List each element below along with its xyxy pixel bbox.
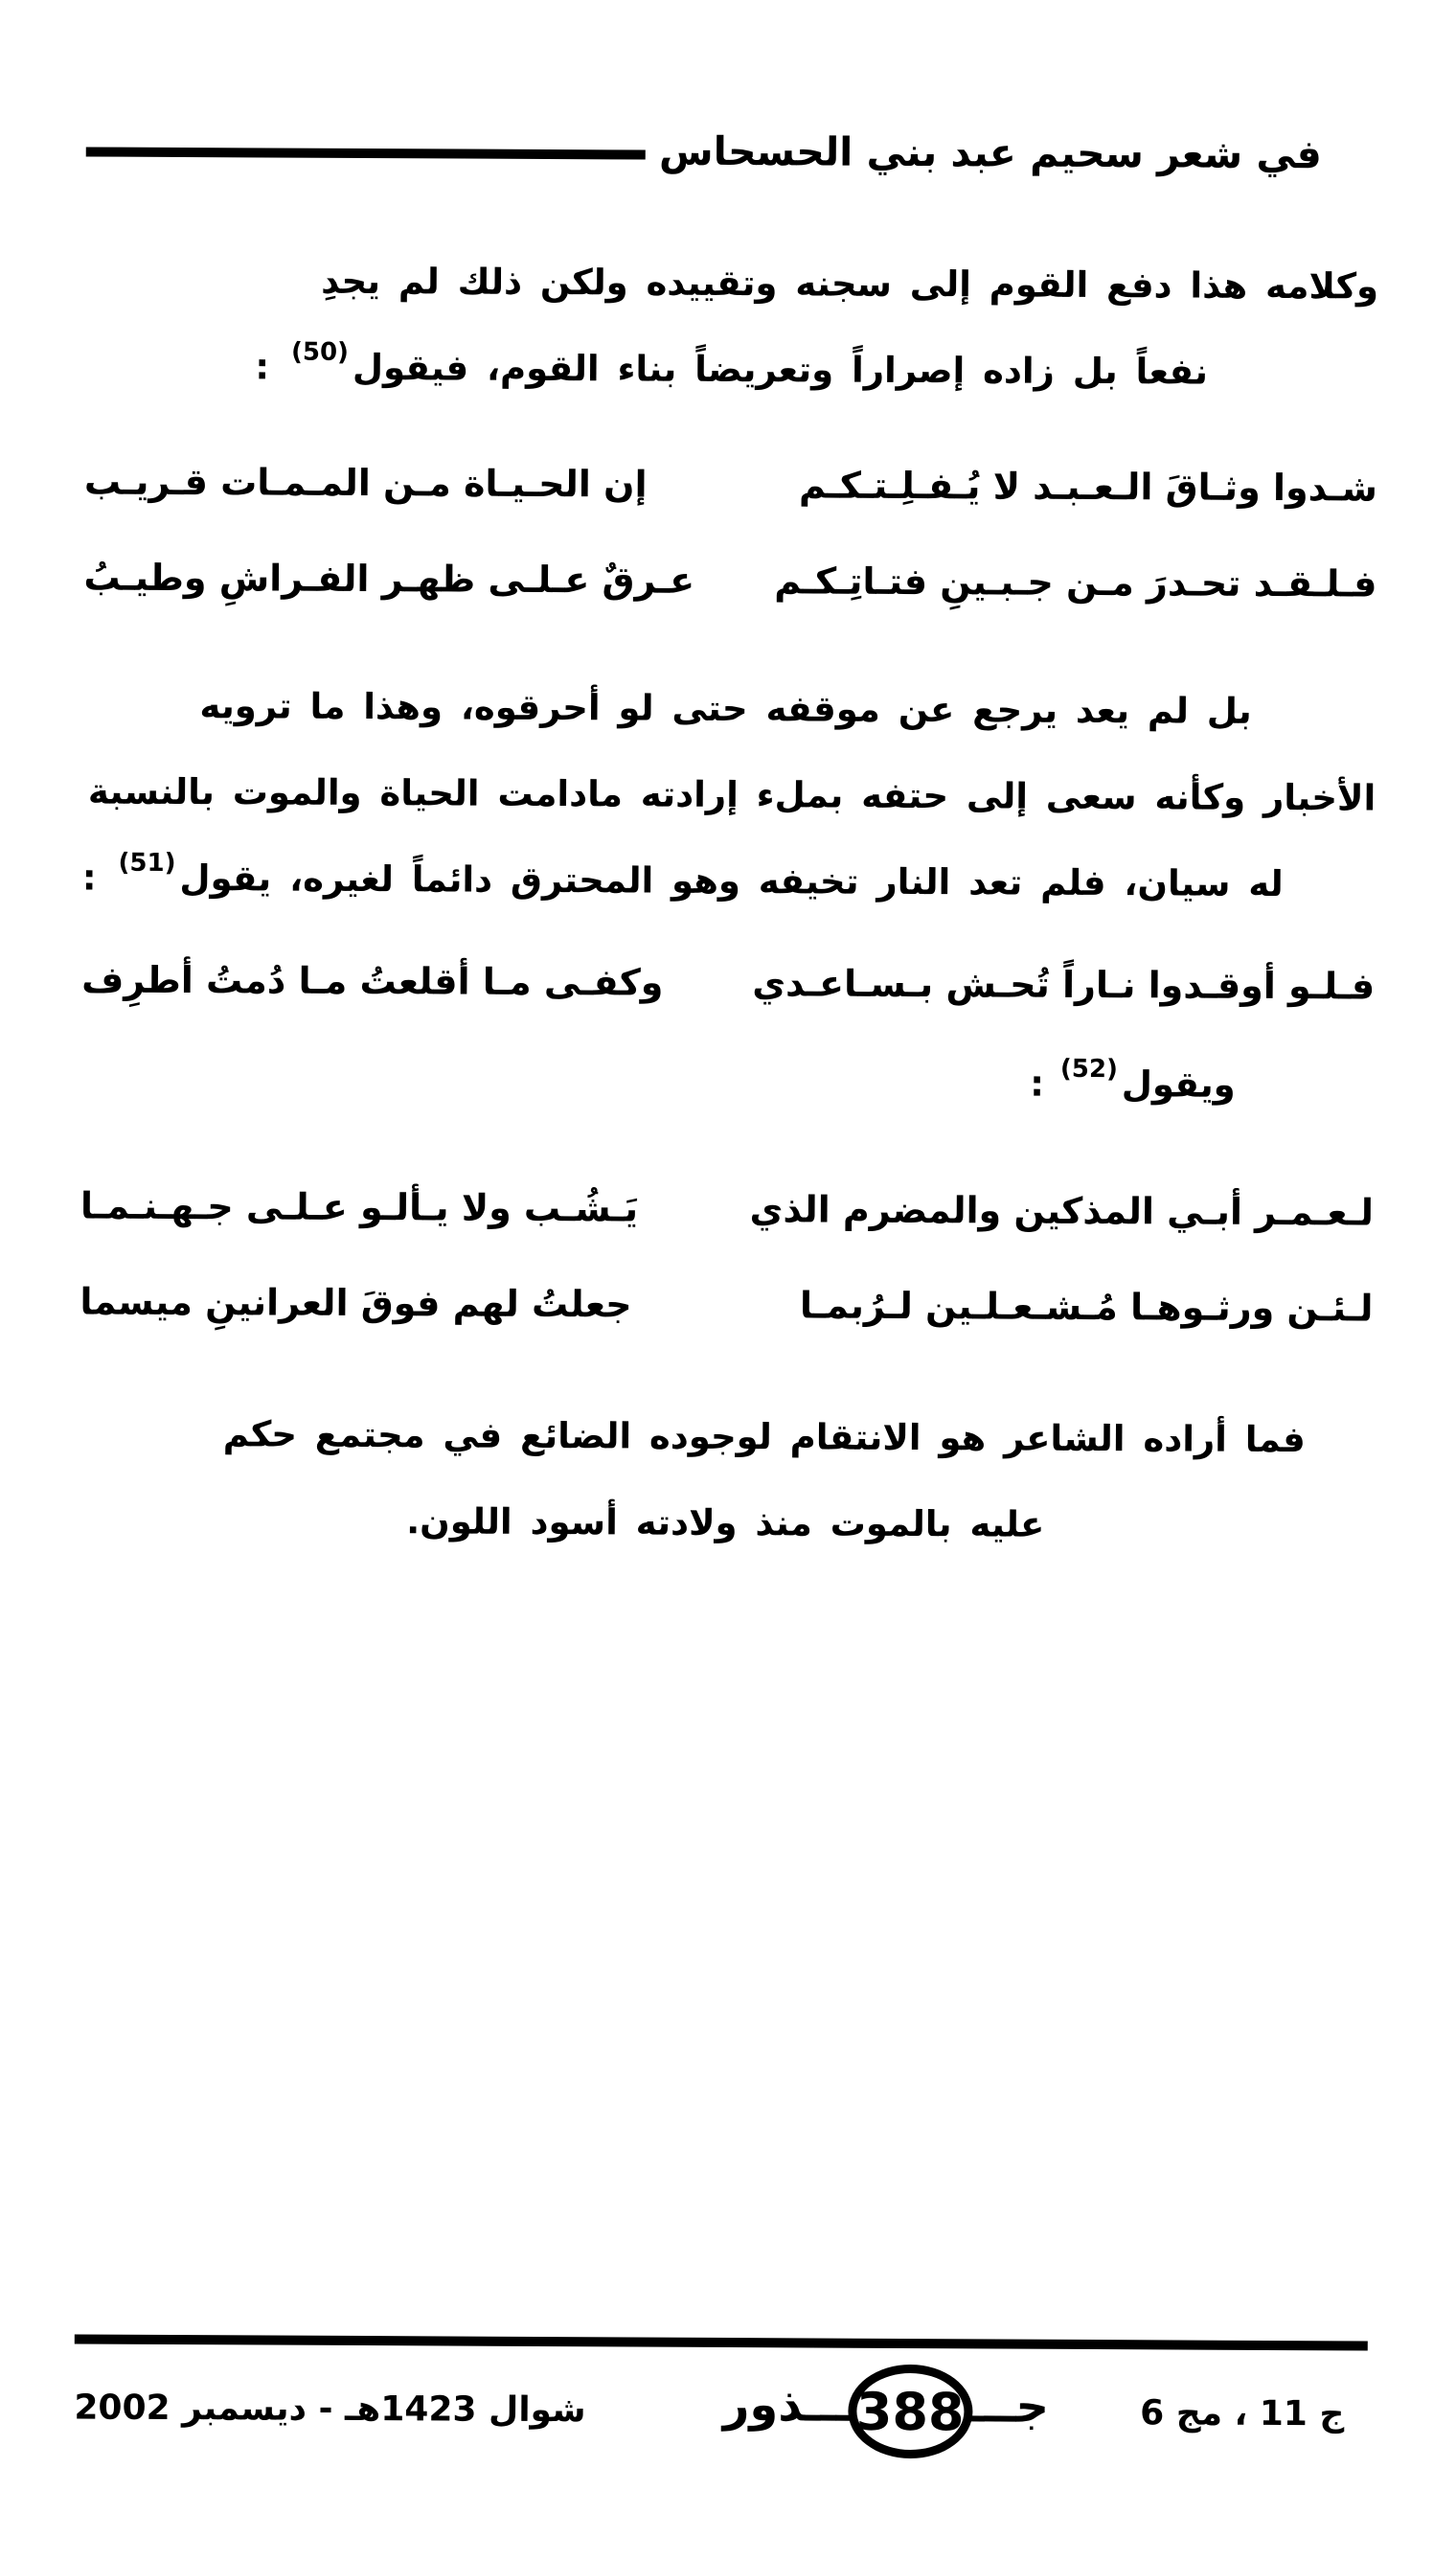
paragraph-1 xyxy=(84,238,1378,421)
hemistich-right: شـدوا وثـاقَ الـعـبـد لا يُـفـلِـتـكـم xyxy=(798,464,1378,510)
issue-volume-label: ج 11 ، مج 6 xyxy=(1140,2392,1345,2434)
header-rule-line xyxy=(86,147,646,159)
paragraph-line xyxy=(84,324,1377,421)
verse-line xyxy=(80,1175,1374,1245)
page-number-badge: 388 xyxy=(848,2365,973,2459)
speech-intro-text: ويقول xyxy=(1121,1063,1236,1107)
page-footer xyxy=(74,2334,1368,2461)
footnote-marker-52: (52) xyxy=(1059,1055,1119,1085)
footer-rule-line xyxy=(75,2334,1368,2350)
paragraph-line: فما أراده الشاعر هو الانتقام لوجوده الضائع في مجتمع حكم xyxy=(222,1413,1306,1461)
verse-couplet-2 xyxy=(80,1175,1374,1340)
hemistich-left: يَـشُـب ولا يـألـو عـلـى جـهـنـمـا xyxy=(80,1184,639,1230)
paragraph-text: نفعاً بل زاده إصراراً وتعريضاً بناء القوم، فيقول xyxy=(352,347,1209,393)
article-title: في شعر سحيم عبد بني الحسحاس xyxy=(658,127,1322,178)
verse-couplet-1 xyxy=(83,450,1377,616)
verse-line xyxy=(83,546,1376,616)
paragraph-line: بل لم يعد يرجع عن موقفه حتى لو أحرقوه، وهذا ما ترويه xyxy=(199,685,1252,733)
hemistich-left: جعلتُ لهم فوقَ العرانينِ ميسما xyxy=(80,1280,632,1326)
hemistich-left: إن الحـيـاة مـن المـمـات قـريـب xyxy=(83,460,648,506)
paragraph-line: الأخبار وكأنه سعى إلى حتفه بملء إرادته مادامت الحياة والموت بالنسبة xyxy=(87,770,1376,819)
footnote-marker-51: (51) xyxy=(118,848,176,879)
speech-intro-line xyxy=(80,1039,1374,1131)
paragraph-3 xyxy=(79,1391,1373,1570)
paragraph-line: وكلامه هذا دفع القوم إلى سجنه وتقييده ولكن ذلك لم يجدِ xyxy=(321,261,1379,308)
verse-line xyxy=(80,1270,1373,1340)
paragraph-line: عليه بالموت منذ ولادته أسود اللون. xyxy=(406,1500,1045,1546)
journal-name-suffix: ـــذور xyxy=(722,2377,853,2433)
hemistich-right: لـعـمـر أبـي المذكين والمضرم الذي xyxy=(749,1188,1375,1234)
hemistich-right: فـلـقـد تحـدرَ مـن جـبـينِ فتـاتِـكـم xyxy=(774,560,1377,606)
hemistich-left: وكفـى مـا أقلعتُ مـا دُمتُ أطرِف xyxy=(81,958,664,1004)
verse-line xyxy=(84,450,1377,520)
footer-row xyxy=(74,2359,1368,2461)
hemistich-left: عـرقٌ عـلـى ظهـر الفـراشِ وطيـبُ xyxy=(83,556,695,603)
verse-line xyxy=(81,949,1375,1018)
page-header xyxy=(86,0,1380,181)
paragraph-text: له سيان، فلم تعد النار تخيفه وهو المحترق دائماً لغيره، يقول xyxy=(179,857,1284,905)
paragraph-line xyxy=(82,835,1376,932)
colon: : xyxy=(255,346,288,388)
colon: : xyxy=(81,857,115,899)
journal-name-prefix: جـــ xyxy=(968,2379,1050,2434)
paragraph-2 xyxy=(82,663,1376,932)
verse-single xyxy=(81,949,1375,1018)
journal-logo xyxy=(723,2364,1050,2459)
colon: : xyxy=(1030,1063,1057,1106)
hemistich-right: فـلـو أوقـدوا نـاراً تُحـش بـسـاعـدي xyxy=(752,962,1376,1008)
footnote-marker-50: (50) xyxy=(290,337,350,368)
issue-date-label: شوال 1423هـ - ديسمبر 2002 xyxy=(74,2387,586,2430)
hemistich-right: لـئـن ورثـوهـا مُـشـعـلـين لـرُبمـا xyxy=(799,1284,1374,1330)
